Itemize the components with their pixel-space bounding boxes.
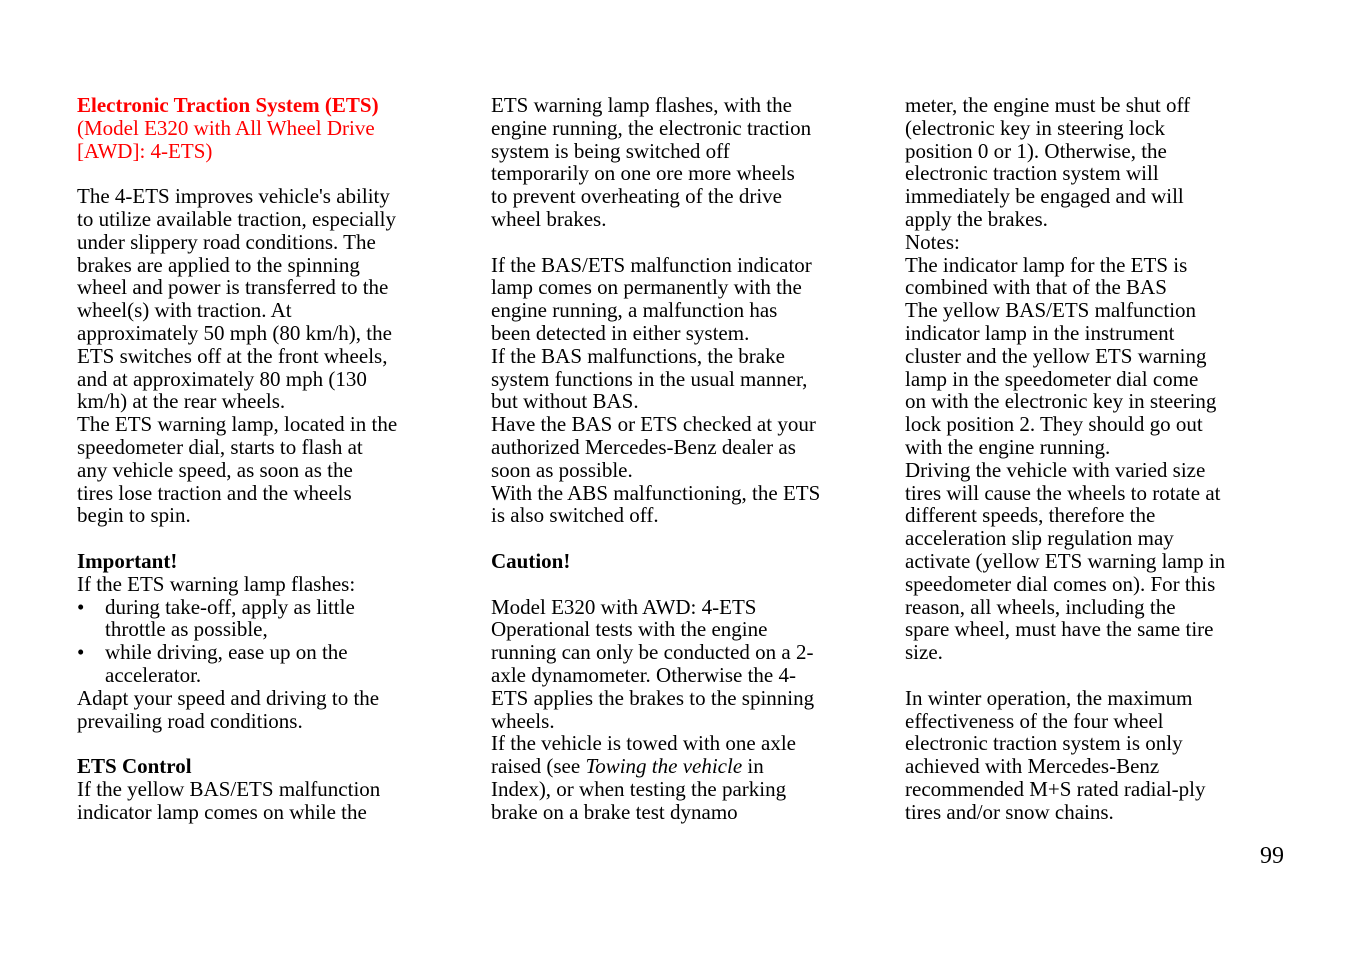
bullet-mark: • [77, 640, 85, 665]
text-line: (electronic key in steering lock [905, 115, 1166, 140]
text-line [491, 755, 863, 778]
text-line: reason, all wheels, including the [905, 594, 1176, 619]
text-line: position 0 or 1). Otherwise, the [905, 138, 1167, 163]
text-line: system functions in the usual manner, [491, 366, 808, 391]
blank-line [77, 527, 452, 550]
blank-line [77, 732, 452, 755]
text-line: ETS applies the brakes to the spinning [491, 685, 815, 710]
blank-line [77, 162, 452, 185]
text-line: been detected in either system. [491, 320, 750, 345]
text-line: approximately 50 mph (80 km/h), the [77, 320, 392, 345]
text-line: tires will cause the wheels to rotate at [905, 480, 1221, 505]
caution-paragraph [491, 596, 863, 824]
text-line: ETS switches off at the front wheels, [77, 343, 388, 368]
bullet-text: during take-off, apply as little [105, 594, 355, 619]
text-line: lamp comes on permanently with the [491, 275, 802, 300]
column-1 [77, 94, 452, 824]
text-line: begin to spin. [77, 503, 191, 528]
text-line: activate (yellow ETS warning lamp in [905, 548, 1226, 573]
blank-line [491, 231, 863, 254]
text-line: is also switched off. [491, 503, 659, 528]
text-line: The 4-ETS improves vehicle's ability [77, 184, 390, 209]
text-line: meter, the engine must be shut off [905, 93, 1191, 117]
text-line: tires and/or snow chains. [905, 799, 1114, 824]
text-line: ETS warning lamp flashes, with the [491, 93, 792, 117]
text-line: wheels. [491, 708, 555, 733]
text-line: on with the electronic key in steering [905, 389, 1217, 414]
text-line: km/h) at the rear wheels. [77, 389, 286, 414]
text-line: The ETS warning lamp, located in the [77, 412, 398, 437]
text-line: achieved with Mercedes-Benz [905, 754, 1160, 779]
text-line: wheel brakes. [491, 206, 607, 231]
text-line: axle dynamometer. Otherwise the 4- [491, 662, 796, 687]
text-line: to utilize available traction, especially [77, 206, 396, 231]
cross-reference: Towing the vehicle [585, 754, 743, 779]
important-intro: If the ETS warning lamp flashes: [77, 571, 356, 596]
text-line: wheel(s) with traction. At [77, 298, 292, 323]
text-line: spare wheel, must have the same tire [905, 617, 1214, 642]
text-segment: raised (see [491, 754, 586, 779]
text-line: temporarily on one ore more wheels [491, 161, 795, 186]
caution-heading: Caution! [491, 548, 571, 573]
text-line: Have the BAS or ETS checked at your [491, 412, 816, 437]
blank-line [491, 573, 863, 596]
text-line: electronic traction system will [905, 161, 1159, 186]
text-line: With the ABS malfunctioning, the ETS [491, 480, 821, 505]
text-line: If the yellow BAS/ETS malfunction [77, 776, 381, 801]
text-line: Driving the vehicle with varied size [905, 457, 1206, 482]
section-heading: Electronic Traction System (ETS) [77, 93, 379, 117]
text-line: electronic traction system is only [905, 731, 1183, 756]
bullet-mark: • [77, 594, 85, 619]
text-line: wheel and power is transferred to the [77, 275, 389, 300]
text-line: to prevent overheating of the drive [491, 184, 782, 209]
text-line: running can only be conducted on a 2- [491, 640, 814, 665]
text-line: Operational tests with the engine [491, 617, 768, 642]
text-line: lock position 2. They should go out [905, 412, 1203, 437]
text-line: combined with that of the BAS [905, 275, 1167, 300]
text-line: speedometer dial, starts to flash at [77, 434, 363, 459]
text-line: prevailing road conditions. [77, 708, 303, 733]
text-line: apply the brakes. [905, 206, 1048, 231]
blank-line [905, 664, 1277, 687]
text-line: cluster and the yellow ETS warning [905, 343, 1207, 368]
text-line: If the vehicle is towed with one axle [491, 731, 796, 756]
text-line: lamp in the speedometer dial come [905, 366, 1199, 391]
text-line: If the BAS malfunctions, the brake [491, 343, 785, 368]
notes-paragraph [905, 94, 1277, 664]
text-line: The yellow BAS/ETS malfunction [905, 298, 1197, 323]
bullet-item [77, 596, 452, 619]
ets-control-heading: ETS Control [77, 754, 192, 779]
text-line: Model E320 with AWD: 4-ETS [491, 594, 757, 619]
section-subheading-line: (Model E320 with All Wheel Drive [77, 115, 375, 140]
bullet-text: while driving, ease up on the [105, 640, 348, 665]
text-line: engine running, a malfunction has [491, 298, 778, 323]
text-line: acceleration slip regulation may [905, 526, 1174, 551]
text-line: Notes: [905, 229, 960, 254]
text-line: indicator lamp in the instrument [905, 320, 1175, 345]
text-line: tires lose traction and the wheels [77, 480, 352, 505]
text-line: different speeds, therefore the [905, 503, 1156, 528]
section-subheading-line: [AWD]: 4-ETS) [77, 138, 213, 163]
text-line: Adapt your speed and driving to the [77, 685, 380, 710]
text-line: authorized Mercedes-Benz dealer as [491, 434, 796, 459]
winter-paragraph [905, 687, 1277, 824]
text-line: recommended M+S rated radial-ply [905, 776, 1206, 801]
column-3 [905, 94, 1277, 824]
text-line: any vehicle speed, as soon as the [77, 457, 353, 482]
text-line: effectiveness of the four wheel [905, 708, 1164, 733]
text-line: size. [905, 640, 943, 665]
page-number: 99 [1260, 843, 1284, 869]
warning-lamp-paragraph [491, 94, 863, 231]
text-segment: in [742, 754, 764, 779]
column-2 [491, 94, 863, 824]
text-line: Index), or when testing the parking [491, 776, 787, 801]
text-line: indicator lamp comes on while the [77, 799, 367, 824]
bullet-text-continued: throttle as possible, [105, 617, 268, 642]
text-line: brakes are applied to the spinning [77, 252, 360, 277]
text-line: brake on a brake test dynamo [491, 799, 738, 824]
text-line: In winter operation, the maximum [905, 685, 1193, 710]
text-line: The indicator lamp for the ETS is [905, 252, 1188, 277]
important-heading: Important! [77, 548, 178, 573]
text-line: under slippery road conditions. The [77, 229, 376, 254]
bullet-list [77, 596, 452, 687]
text-line: but without BAS. [491, 389, 639, 414]
bullet-item [77, 641, 452, 664]
text-line: immediately be engaged and will [905, 184, 1184, 209]
text-line: and at approximately 80 mph (130 [77, 366, 367, 391]
text-line: with the engine running. [905, 434, 1111, 459]
text-line: system is being switched off [491, 138, 730, 163]
blank-line [491, 527, 863, 550]
text-line: If the BAS/ETS malfunction indicator [491, 252, 812, 277]
text-line: engine running, the electronic traction [491, 115, 812, 140]
malfunction-paragraph [491, 254, 863, 528]
bullet-text-continued: accelerator. [105, 662, 202, 687]
text-line: soon as possible. [491, 457, 633, 482]
intro-paragraph [77, 185, 452, 527]
text-line: speedometer dial comes on). For this [905, 571, 1216, 596]
